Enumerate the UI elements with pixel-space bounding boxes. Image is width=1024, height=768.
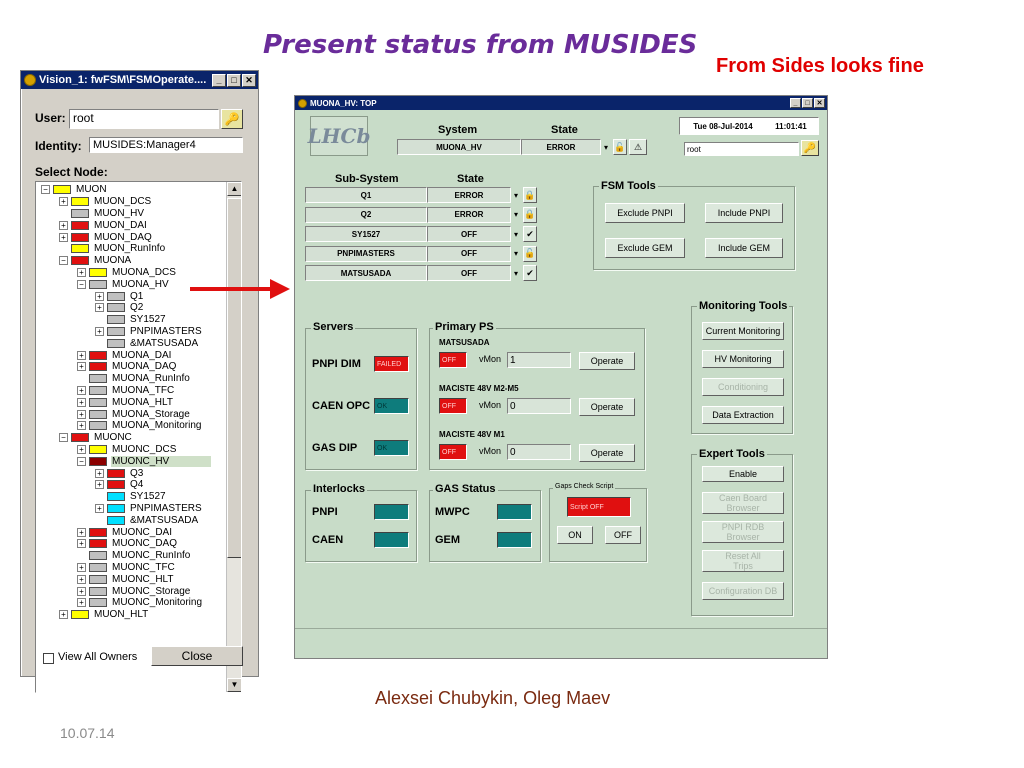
ps-name-label: MATSUSADA [439,338,490,347]
state-color-box [107,303,125,312]
tree-node[interactable] [77,550,191,562]
tree-node[interactable] [95,503,203,515]
collapse-icon[interactable]: − [41,185,50,194]
minimize-button[interactable]: _ [212,74,226,87]
lock-icon[interactable]: 🔓 [523,246,537,262]
red-arrow-shaft [190,287,275,291]
expand-icon[interactable]: + [77,268,86,277]
vmon-label: vMon [479,400,502,410]
operate-button[interactable]: Operate [579,398,635,416]
tree-node-label: MUON_HV [94,207,145,219]
tree-node[interactable] [95,326,203,338]
state-color-box [89,362,107,371]
tree-node-label: SY1527 [130,491,166,503]
muona-hv-top-window [294,95,828,659]
vmon-label: vMon [479,446,502,456]
expand-icon[interactable]: + [77,410,86,419]
expand-icon[interactable]: + [95,292,104,301]
subsystem-header: Sub-System [335,173,399,185]
left-window-title: Vision_1: fwFSM\FSMOperate.... [39,74,207,86]
state-color-box [71,233,89,242]
vmon-label: vMon [479,354,502,364]
lock-icon[interactable]: 🔓 [613,139,627,155]
tree-leaf-spacer [77,551,86,560]
expand-icon[interactable]: + [77,563,86,572]
monitoring-tools-title: Monitoring Tools [699,300,788,312]
state-color-box [89,528,107,537]
interlocks-title: Interlocks [313,483,365,495]
expand-icon[interactable]: + [77,386,86,395]
pnpi-dim-label: PNPI DIM [312,358,361,370]
exclude-pnpi-button[interactable]: Exclude PNPI [605,203,685,223]
collapse-icon[interactable]: − [59,433,68,442]
tree-node[interactable] [59,231,153,243]
tree-node-label: MUONA_TFC [112,384,175,396]
tree-node[interactable] [77,597,203,609]
tree-node-label: MUONA_DAQ [112,361,177,373]
tree-node-label: MUONC_HV [111,456,211,467]
operate-button[interactable]: Operate [579,444,635,462]
tree-node-label: Q3 [130,467,144,479]
gas-status-title: GAS Status [435,483,496,495]
expand-icon[interactable]: + [77,398,86,407]
collapse-icon[interactable]: − [77,280,86,289]
state-color-box [71,610,89,619]
current-monitoring-button[interactable]: Current Monitoring [702,322,784,340]
state-color-box [89,374,107,383]
state-color-box [71,221,89,230]
tree-node[interactable] [77,538,178,550]
subsystem-state-cell[interactable]: ERROR [427,187,511,203]
subsystem-name-cell[interactable]: Q1 [305,187,427,203]
ps-state-indicator: OFF [439,352,467,368]
interlock-pnpi-label: PNPI [312,506,338,518]
state-color-box [89,563,107,572]
enable-button[interactable]: Enable [702,466,784,482]
lock-icon[interactable]: 🔒 [523,207,537,223]
tree-node[interactable] [95,467,144,479]
node-tree[interactable] [35,181,242,693]
user-label: User: [35,111,66,125]
state-color-box [71,209,89,218]
tree-node[interactable] [59,609,149,621]
slide-authors: Alexsei Chubykin, Oleg Maev [375,688,611,708]
expand-icon[interactable]: + [77,362,86,371]
time-text: 11:01:41 [775,121,807,131]
tree-node[interactable] [77,562,176,574]
warning-icon[interactable]: ⚠ [629,139,647,155]
caen-opc-label: CAEN OPC [312,400,371,412]
tree-node-label: Q1 [130,290,144,302]
ps-state-indicator: OFF [439,398,467,414]
tree-node-label: MUONC_RunInfo [112,550,191,562]
expand-icon[interactable]: + [59,197,68,206]
tree-node[interactable] [77,385,175,397]
tree-node[interactable] [77,420,202,432]
expand-icon[interactable]: + [59,221,68,230]
slide-note: From Sides looks fine [716,55,924,77]
ps-state-indicator: OFF [439,444,467,460]
tree-node-label: MUONC [94,432,132,444]
gas-dip-status: OK [374,440,409,456]
close-button[interactable]: Close [151,646,243,666]
tree-node-label: MUON_DAI [94,219,147,231]
chevron-down-icon[interactable]: ▾ [513,268,518,278]
tree-node-label: Q4 [130,479,144,491]
status-bar [295,628,827,658]
tree-node-label: PNPIMASTERS [130,325,202,337]
subsystem-state-cell[interactable]: OFF [427,226,511,242]
gaps-check-status: Script OFF [567,497,631,517]
vmon-field: 0 [507,398,571,414]
tree-node[interactable] [77,278,170,290]
tree-node-label: MUONC_DAQ [112,538,178,550]
tree-node[interactable] [95,514,199,526]
configuration-db-button[interactable]: Configuration DB [702,582,784,600]
subsystem-state-cell[interactable]: OFF [427,246,511,262]
expand-icon[interactable]: + [95,327,104,336]
datetime-display [679,117,819,135]
tree-node-label: MUONC_DAI [112,526,173,538]
state-color-box [71,244,89,253]
gaps-off-button[interactable]: OFF [605,526,641,544]
expand-icon[interactable]: + [95,469,104,478]
close-window-button[interactable]: ✕ [242,74,256,87]
tree-node-label: MUONA_HV [112,278,169,290]
tree-node[interactable] [77,349,172,361]
tree-node[interactable] [77,585,191,597]
interlocks-group [305,490,417,562]
tree-node[interactable] [95,302,144,314]
system-state-cell[interactable]: ERROR [521,139,601,155]
tree-node[interactable] [59,255,132,267]
chevron-down-icon[interactable]: ▾ [603,142,608,152]
identity-label: Identity: [35,139,82,153]
hv-monitoring-button[interactable]: HV Monitoring [702,350,784,368]
tree-node-label: MUONA_RunInfo [112,373,190,385]
state-color-box [89,398,107,407]
tree-leaf-spacer [77,374,86,383]
chevron-down-icon[interactable]: ▾ [513,229,518,239]
primary-ps-title: Primary PS [435,321,494,333]
maximize-button[interactable]: □ [227,74,241,87]
state-color-box [89,598,107,607]
tree-node[interactable] [77,267,177,279]
minimize-button[interactable]: _ [790,98,801,108]
tree-node[interactable] [77,455,211,467]
gear-icon [24,74,36,86]
gas-mwpc-label: MWPC [435,506,470,518]
state-color-box [89,351,107,360]
state-color-box [53,185,71,194]
tree-leaf-spacer [95,315,104,324]
subsystem-name-cell[interactable]: MATSUSADA [305,265,427,281]
left-window-titlebar[interactable] [21,71,258,89]
caen-opc-status: OK [374,398,409,414]
tree-node[interactable] [95,337,199,349]
scroll-thumb[interactable] [227,198,242,558]
state-header: State [551,124,578,136]
expert-tools-title: Expert Tools [699,448,765,460]
state-color-box [107,339,125,348]
tree-node-label: MUONA_Monitoring [112,420,202,432]
expand-icon[interactable]: + [77,598,86,607]
tree-node-label: MUON [76,184,107,196]
tree-node-label: MUONA_DAI [112,349,172,361]
view-all-owners-checkbox[interactable] [43,653,54,664]
tree-node-label: MUONC_DCS [112,443,177,455]
state-color-box [89,386,107,395]
collapse-icon[interactable]: − [59,256,68,265]
lhcb-logo: LHCb [310,116,368,156]
state-color-box [89,445,107,454]
tree-node[interactable] [59,243,166,255]
tree-node[interactable] [59,219,148,231]
vmon-field: 1 [507,352,571,368]
state-color-box [89,280,107,289]
state-color-box [107,292,125,301]
chevron-down-icon[interactable]: ▾ [513,190,518,200]
tree-node-label: MUON_HLT [94,609,149,621]
tree-node-label: MUONA [94,255,132,267]
state-color-box [107,492,125,501]
right-user-field[interactable]: root [684,142,799,156]
tree-node-label: MUONC_Monitoring [112,597,203,609]
tree-leaf-spacer [95,339,104,348]
gas-status-group [429,490,541,562]
expand-icon[interactable]: + [77,421,86,430]
expand-icon[interactable]: + [59,610,68,619]
data-extraction-button[interactable]: Data Extraction [702,406,784,424]
tree-scrollbar[interactable] [226,182,241,692]
key-icon: 🔑 [803,142,817,154]
vmon-field: 0 [507,444,571,460]
login-key-button[interactable] [221,109,243,129]
tree-node-label: MUON_DCS [94,196,152,208]
pnpi-rdb-browser-button[interactable]: PNPI RDB Browser [702,521,784,543]
tree-node[interactable] [95,314,167,326]
servers-title: Servers [313,321,354,333]
tree-node-label: MUONC_HLT [112,573,174,585]
gas-dip-label: GAS DIP [312,442,358,454]
expand-icon[interactable]: + [59,233,68,242]
state-color-box [107,315,125,324]
expand-icon[interactable]: + [95,504,104,513]
view-all-owners-label: View All Owners [58,651,138,663]
tree-node-label: MUONA_DCS [112,266,176,278]
gaps-on-button[interactable]: ON [557,526,593,544]
chevron-down-icon[interactable]: ▾ [513,210,518,219]
tree-node[interactable] [77,408,191,420]
gear-icon [298,99,307,108]
gas-mwpc-indicator [497,504,532,520]
state-color-box [107,516,125,525]
check-icon[interactable]: ✔ [523,226,537,242]
subsystem-state-header: State [457,173,484,185]
state-color-box [89,410,107,419]
reset-all-trips-button[interactable]: Reset All Trips [702,550,784,572]
gaps-check-title: Gaps Check Script [555,483,614,490]
interlock-caen-indicator [374,532,409,548]
lock-icon[interactable]: 🔒 [523,187,537,203]
include-pnpi-button[interactable]: Include PNPI [705,203,783,223]
right-window-title: MUONA_HV: TOP [310,98,377,108]
collapse-icon[interactable]: − [77,457,86,466]
expand-icon[interactable]: + [77,445,86,454]
tree-node[interactable] [59,208,145,220]
exclude-gem-button[interactable]: Exclude GEM [605,238,685,258]
check-icon[interactable]: ✔ [523,265,537,281]
tree-node[interactable] [41,184,108,196]
include-gem-button[interactable]: Include GEM [705,238,783,258]
gas-gem-indicator [497,532,532,548]
state-color-box [89,587,107,596]
caen-board-browser-button[interactable]: Caen Board Browser [702,492,784,514]
scroll-up-arrow-icon[interactable]: ▲ [227,182,242,196]
fsm-operate-window [20,70,259,689]
tree-leaf-spacer [95,492,104,501]
state-color-box [71,197,89,206]
tree-node-label: MUON_DAQ [94,231,152,243]
slide-title: Present status from MUSIDES [263,30,698,60]
state-color-box [71,256,89,265]
tree-node[interactable] [95,290,144,302]
expand-icon[interactable]: + [77,587,86,596]
tree-node[interactable] [77,573,174,585]
tree-leaf-spacer [59,244,68,253]
date-text: Tue 08-Jul-2014 [693,121,753,131]
expand-icon[interactable]: + [77,539,86,548]
ps-name-label: MACISTE 48V M2-M5 [439,384,519,393]
subsystem-name-cell[interactable]: SY1527 [305,226,427,242]
state-color-box [89,539,107,548]
close-window-button[interactable]: ✕ [814,98,825,108]
interlock-caen-label: CAEN [312,534,344,546]
subsystem-state-cell[interactable]: OFF [427,265,511,281]
scroll-down-arrow-icon[interactable]: ▼ [227,678,242,692]
tree-node-label: &MATSUSADA [130,514,199,526]
tree-node-label: MUONC_TFC [112,561,175,573]
select-node-label: Select Node: [35,165,108,179]
tree-node-label: SY1527 [130,314,166,326]
state-color-box [89,421,107,430]
tree-node-label: MUONA_Storage [112,408,190,420]
state-color-box [107,327,125,336]
tree-leaf-spacer [95,516,104,525]
tree-node-label: &MATSUSADA [130,337,199,349]
gas-gem-label: GEM [435,534,461,546]
tree-node-label: PNPIMASTERS [130,502,202,514]
login-key-button[interactable] [801,140,819,156]
tree-node[interactable] [77,361,177,373]
tree-leaf-spacer [59,209,68,218]
subsystem-state-cell[interactable]: ERROR [427,207,511,223]
state-color-box [107,480,125,489]
expand-icon[interactable]: + [95,480,104,489]
expand-icon[interactable]: + [77,575,86,584]
operate-button[interactable]: Operate [579,352,635,370]
state-color-box [89,575,107,584]
conditioning-button[interactable]: Conditioning [702,378,784,396]
state-color-box [89,268,107,277]
right-window-titlebar[interactable] [295,96,827,110]
tree-node-label: MUONA_HLT [112,396,173,408]
maximize-button[interactable]: □ [802,98,813,108]
user-field[interactable]: root [69,109,219,129]
tree-node-label: Q2 [130,302,144,314]
fsm-tools-title: FSM Tools [601,180,656,192]
red-arrow-head [270,279,290,299]
expand-icon[interactable]: + [77,528,86,537]
state-color-box [89,457,107,466]
tree-node[interactable] [95,491,167,503]
tree-node[interactable] [59,432,133,444]
ps-name-label: MACISTE 48V M1 [439,430,505,439]
slide-date: 10.07.14 [60,725,115,741]
tree-node[interactable] [77,444,177,456]
key-icon: 🔑 [224,112,240,126]
system-name-cell: MUONA_HV [397,139,521,155]
system-header: System [438,124,478,136]
pnpi-dim-status: FAILED [374,356,409,372]
chevron-down-icon[interactable]: ▾ [513,249,518,258]
subsystem-name-cell[interactable]: PNPIMASTERS [305,246,427,262]
subsystem-name-cell[interactable]: Q2 [305,207,427,223]
expand-icon[interactable]: + [77,351,86,360]
state-color-box [71,433,89,442]
tree-node[interactable] [77,526,173,538]
state-color-box [107,469,125,478]
state-color-box [89,551,107,560]
tree-node[interactable] [59,196,152,208]
expand-icon[interactable]: + [95,303,104,312]
tree-node-label: MUONC_Storage [112,585,191,597]
tree-node-label: MUON_RunInfo [94,243,166,255]
identity-field: MUSIDES:Manager4 [89,137,243,153]
interlock-pnpi-indicator [374,504,409,520]
state-color-box [107,504,125,513]
tree-node[interactable] [95,479,144,491]
tree-node[interactable] [77,373,191,385]
tree-node[interactable] [77,396,174,408]
